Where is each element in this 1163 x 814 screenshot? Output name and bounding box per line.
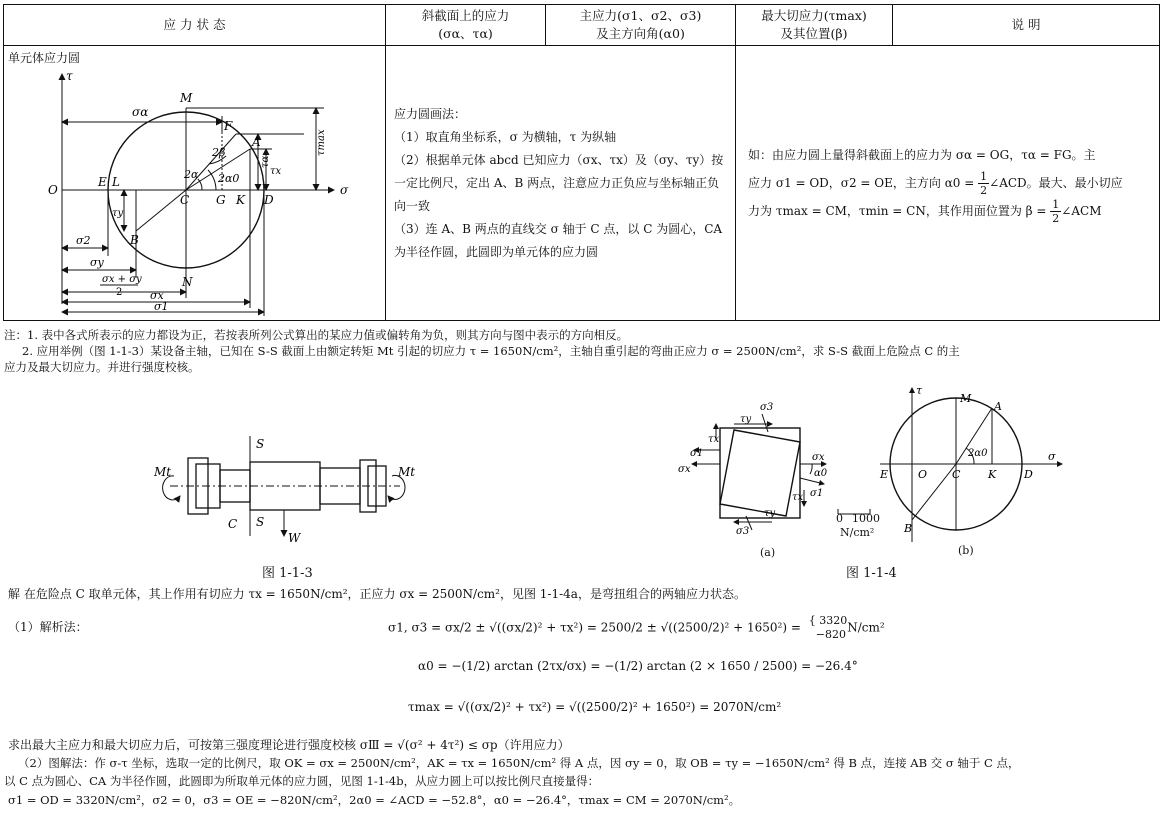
svg-text:B: B (904, 522, 913, 535)
header-oblique-stress: 斜截面上的应力 (σα、τα) (386, 5, 546, 46)
svg-text:A: A (252, 135, 261, 149)
figure-1-1-3-caption: 图 1-1-3 (262, 566, 313, 581)
method-cell (386, 46, 736, 321)
svg-text:G: G (216, 193, 226, 207)
note-1: 注：1. 表中各式所表示的应力都设为正，若按表所列公式算出的某应力值或偏转角为负，则其方向与图中表示的方向相反。 (4, 328, 629, 342)
label-tau: τ (66, 69, 73, 83)
strength-check: 求出最大主应力和最大切应力后，可按第三强度理论进行强度校核 σⅢ = √(σ² + 4τ²) ≤ σp（许用应力） (8, 738, 570, 752)
svg-text:τy: τy (112, 208, 124, 219)
equation-principal: σ1, σ3 = σx/2 ± √((σx/2)² + τx²) = 2500/2 ± √((2500/2)² + 1650²) = { 3320 −820N/cm² (388, 614, 885, 641)
svg-text:τmax: τmax (316, 129, 327, 156)
method-step-3: （3）连 A、B 两点的直线交 σ 轴于 C 点，以 C 为圆心，CA 为半径作圆，此圆即为单元体的应力圆 (394, 221, 723, 259)
figure-1-1-4a-element (672, 400, 832, 560)
method-step-1: （1）取直角坐标系，σ 为横轴，τ 为纵轴 (394, 129, 617, 144)
svg-text:K: K (988, 468, 997, 481)
svg-text:D: D (264, 193, 274, 207)
svg-text:τx: τx (708, 434, 720, 445)
svg-text:σx: σx (812, 452, 825, 463)
stress-circle-diagram (4, 46, 384, 318)
svg-text:σ3: σ3 (760, 402, 774, 413)
svg-text:K: K (236, 193, 245, 207)
figure-1-1-4-caption: 图 1-1-4 (846, 566, 897, 581)
svg-text:α0: α0 (814, 468, 828, 479)
svg-text:τ: τ (916, 384, 923, 397)
figure-1-1-4a-label: (a) (760, 546, 776, 559)
svg-text:O: O (48, 183, 58, 197)
svg-text:Mt: Mt (398, 465, 416, 479)
svg-text:τx: τx (792, 492, 804, 503)
svg-text:S: S (256, 515, 265, 529)
svg-text:σ1: σ1 (690, 448, 704, 459)
svg-text:σ1: σ1 (810, 488, 824, 499)
figure-1-1-4b-mohr-circle (876, 380, 1066, 550)
table-header-row (4, 5, 1160, 46)
svg-text:D: D (1024, 468, 1033, 481)
svg-text:τx: τx (270, 166, 282, 177)
diagram-title: 单元体应力圆 (8, 51, 81, 65)
svg-text:σ3: σ3 (736, 526, 750, 537)
svg-text:σx: σx (150, 289, 164, 302)
stress-circle-cell (4, 46, 386, 321)
svg-text:O: O (918, 468, 928, 481)
svg-text:A: A (994, 400, 1002, 413)
svg-text:E: E (98, 175, 107, 189)
svg-text:M: M (180, 91, 193, 105)
svg-text:S: S (256, 437, 265, 451)
svg-text:σx: σx (678, 464, 691, 475)
scale-0: 0 (836, 512, 843, 525)
svg-text:σy: σy (90, 256, 104, 269)
header-max-shear: 最大切应力(τmax) 及其位置(β) (736, 5, 893, 46)
svg-text:σx + σy: σx + σy (102, 274, 142, 285)
svg-text:M: M (960, 392, 972, 405)
scale-unit: N/cm² (840, 526, 875, 539)
method-step-2: （2）根据单元体 abcd 已知应力（σx、τx）及（σy、τy）按一定比例尺，定出 A、B 两点，注意应力正负应与坐标轴正负向一致 (394, 152, 724, 213)
equation-alpha0: α0 = −(1/2) arctan (2τx/σx) = −(1/2) arctan (2 × 1650 / 2500) = −26.4° (418, 659, 858, 673)
example-cell: 如：由应力圆上量得斜截面上的应力为 σα = OG，τα = FG。主 应力 σ1 = OD，σ2 = OE，主方向 α0 = $\frac{1}{2}$ ∠ACD。最大、最小切应 力为 τmax = CM，τmin = CN，其作用面位置为 β = $\frac{1}{2}$ ∠ACM (736, 46, 1160, 321)
label-sigma: σ (340, 183, 349, 197)
svg-text:F: F (224, 119, 233, 133)
svg-text:τy: τy (764, 508, 776, 519)
svg-text:W: W (288, 531, 301, 545)
equation-tau-max: τmax = √((σx/2)² + τx²) = √((2500/2)² + 1650²) = 2070N/cm² (408, 700, 782, 714)
svg-text:C: C (228, 517, 238, 531)
scale-1000: 1000 (852, 512, 880, 525)
figure-1-1-4b-label: (b) (958, 544, 974, 557)
note-2: 2. 应用举例（图 1-1-3）某设备主轴，已知在 S-S 截面上由额定转矩 Mt 引起的切应力 τ = 1650N/cm²，主轴自重引起的弯曲正应力 σ = 2500N/cm²，求 S-S 截面上危险点 C 的主 (22, 344, 960, 358)
svg-text:2β: 2β (212, 146, 226, 159)
graph-method-2: 以 C 点为圆心、CA 为半径作圆，此圆即为所取单元体的应力圆，见图 1-1-4b，从应力圆上可以按比例尺直接量得： (4, 774, 600, 788)
graph-method-3: σ1 = OD = 3320N/cm²，σ2 = 0，σ3 = OE = −820N/cm²，2α0 = ∠ACD = −52.8°，α0 = −26.4°，τmax = CM = 2070N/cm²。 (8, 793, 741, 807)
svg-text:σ1: σ1 (154, 300, 169, 313)
svg-text:τα: τα (260, 155, 271, 168)
svg-text:τy: τy (740, 414, 752, 425)
figure-1-1-3-shaft (150, 428, 420, 548)
svg-text:C: C (952, 468, 961, 481)
method-title: 应力圆画法： (394, 106, 467, 121)
svg-text:σ: σ (1048, 450, 1056, 463)
svg-text:C: C (180, 193, 190, 207)
graph-method-1: （2）图解法：作 σ-τ 坐标，选取一定的比例尺，取 OK = σx = 2500N/cm²，AK = τx = 1650N/cm² 得 A 点，因 σy = 0，取 OB = τy = −1650N/cm² 得 B 点，连接 AB 交 σ 轴于 C 点， (18, 756, 1020, 770)
table-body-row (4, 46, 1160, 321)
header-principal-stress: 主应力(σ1、σ2、σ3) 及主方向角(α0) (546, 5, 736, 46)
header-stress-state: 应 力 状 态 (4, 5, 386, 46)
analytic-label: （1）解析法： (8, 620, 88, 634)
stress-state-table (3, 4, 1160, 321)
svg-text:2: 2 (116, 287, 123, 298)
svg-text:2α: 2α (184, 168, 199, 181)
svg-text:2α0: 2α0 (218, 172, 240, 185)
svg-text:E: E (880, 468, 889, 481)
svg-text:L: L (112, 175, 120, 189)
svg-text:N: N (182, 275, 193, 289)
svg-text:σα: σα (132, 105, 149, 119)
svg-text:Mt: Mt (154, 465, 172, 479)
svg-text:σ2: σ2 (76, 234, 91, 247)
svg-text:2α0: 2α0 (968, 448, 988, 459)
svg-text:B: B (130, 233, 139, 247)
solution-intro: 解 在危险点 C 取单元体，其上作用有切应力 τx = 1650N/cm²，正应力 σx = 2500N/cm²，见图 1-1-4a，是弯扭组合的两轴应力状态。 (8, 587, 746, 601)
header-remark: 说 明 (893, 5, 1160, 46)
note-3: 应力及最大切应力。并进行强度校核。 (4, 360, 200, 374)
